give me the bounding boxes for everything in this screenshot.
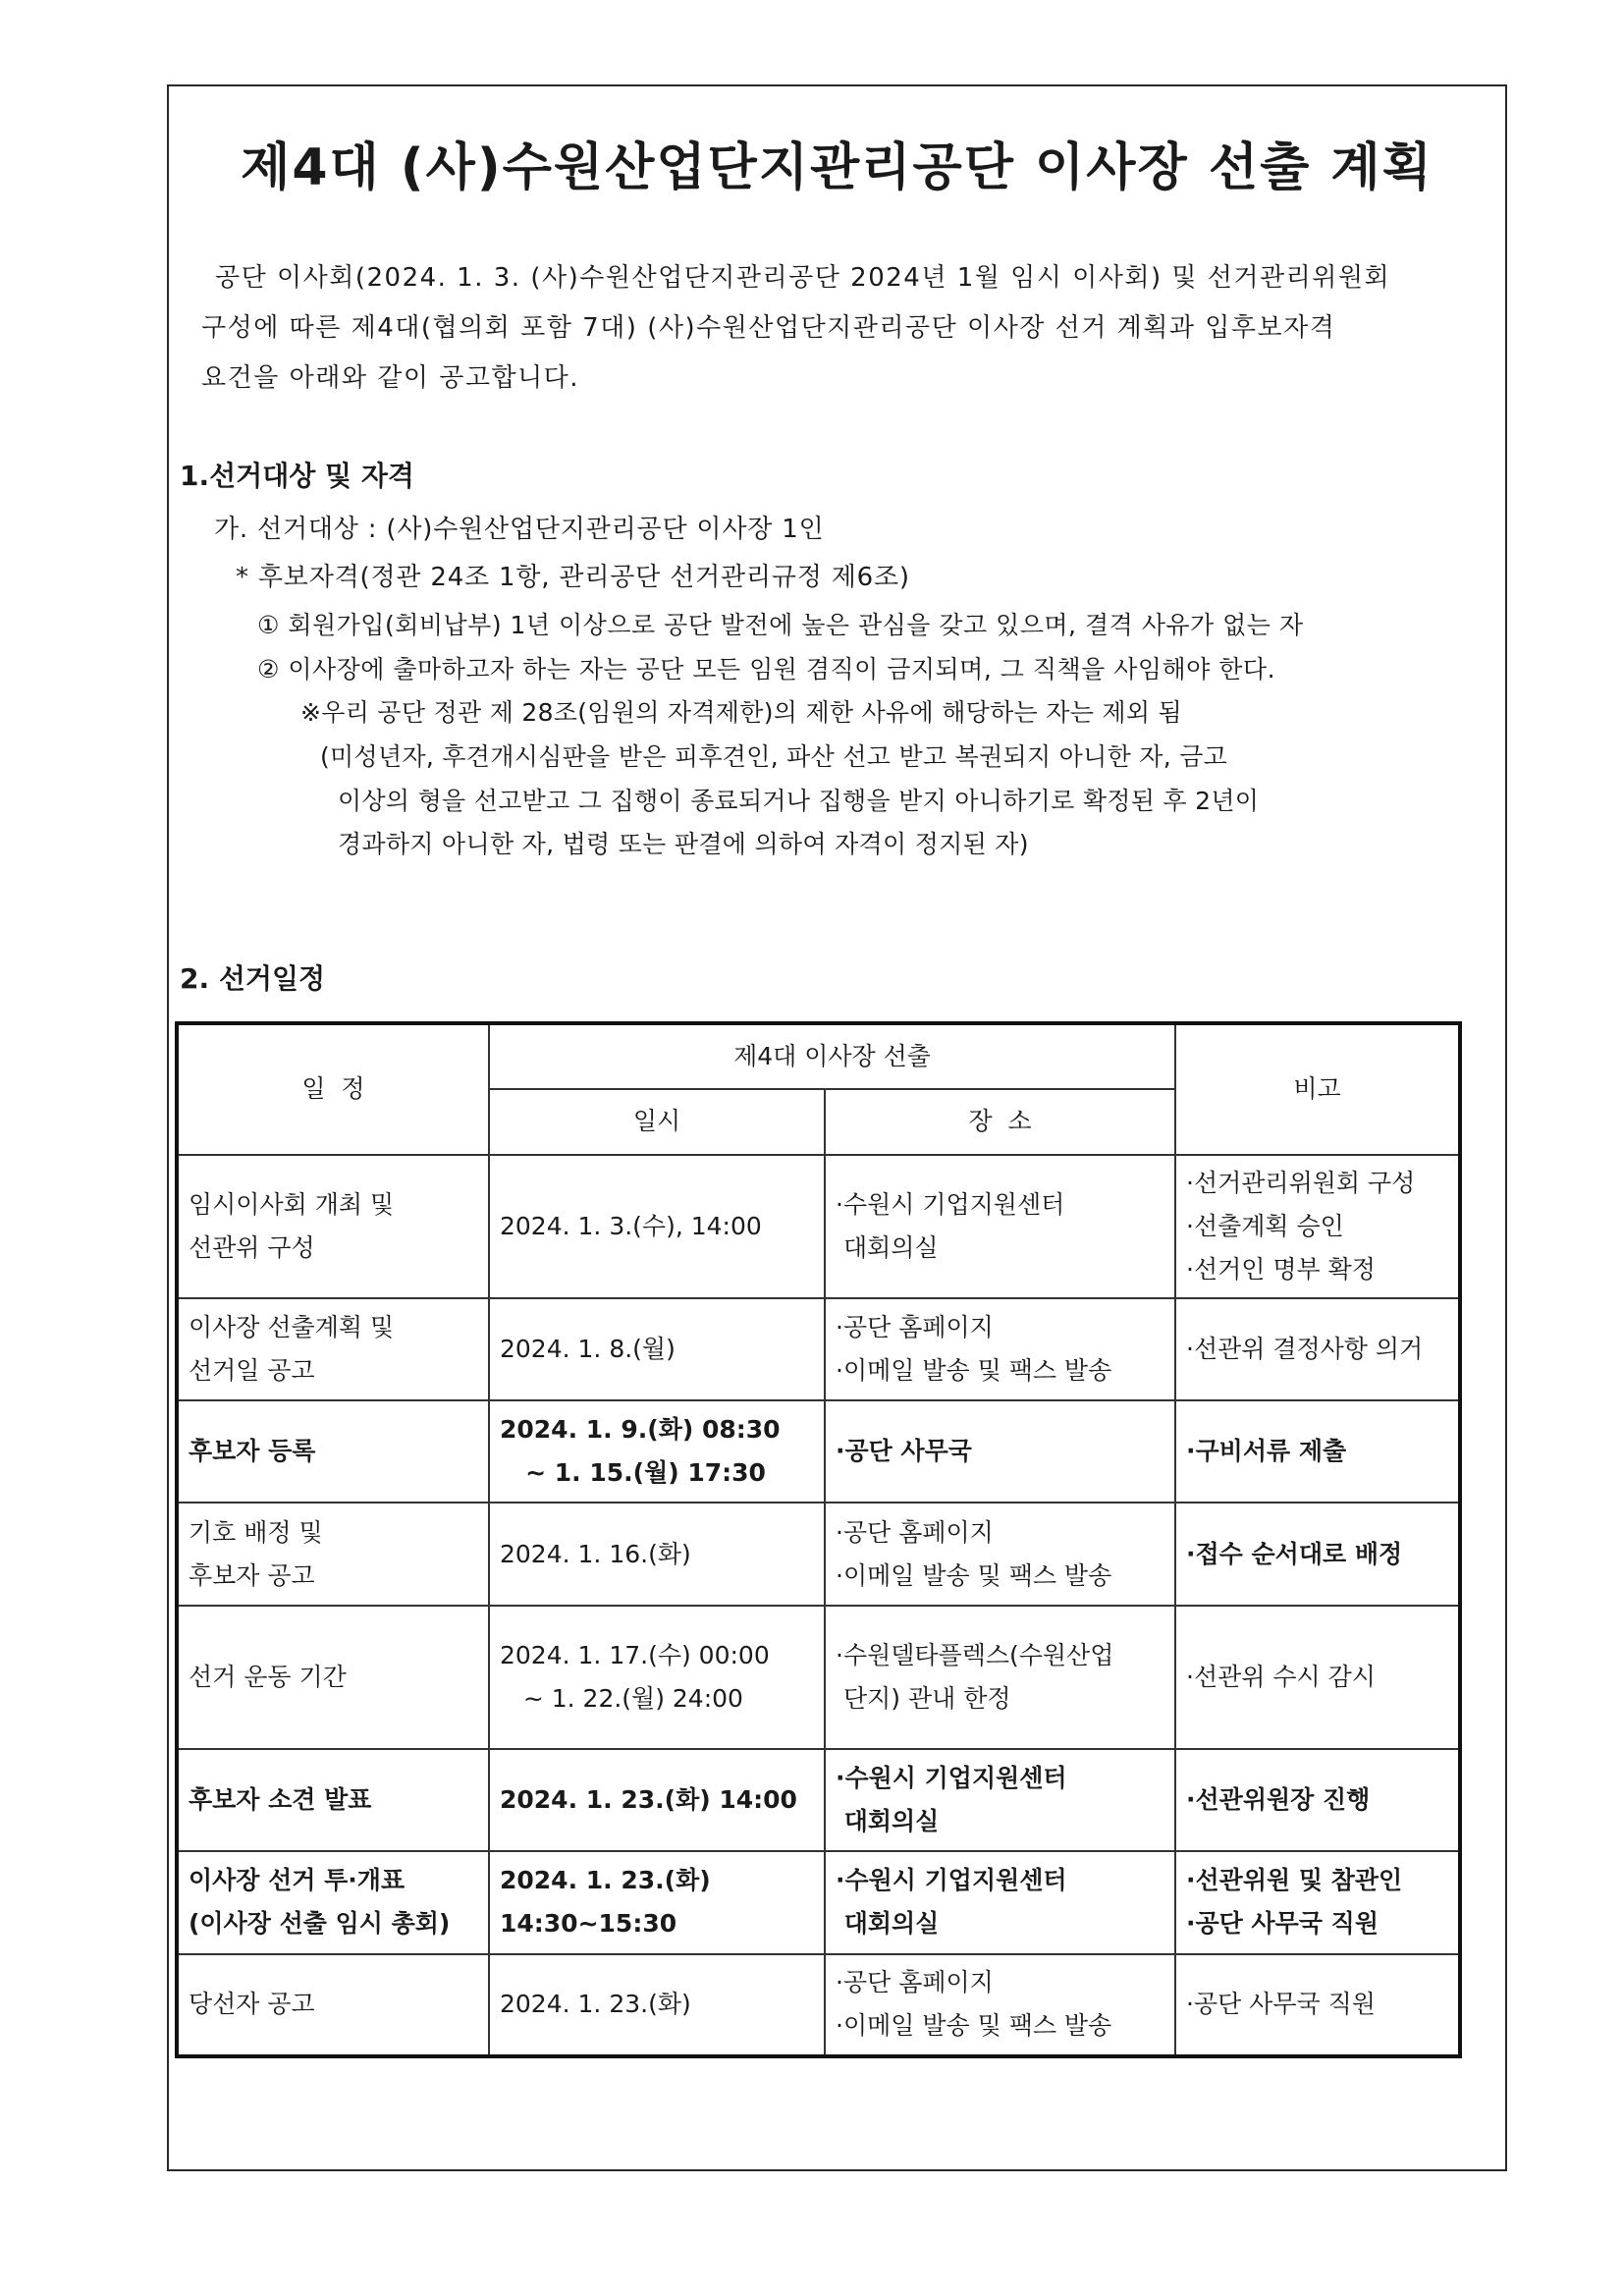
table-row <box>177 1155 1460 1298</box>
header-place: 장 소 <box>825 1089 1175 1155</box>
qualification-item-1: ① 회원가입(회비납부) 1년 이상으로 공단 발전에 높은 관심을 갖고 있으며, 결격 사유가 없는 자 <box>257 611 1304 639</box>
page-title: 제4대 (사)수원산업단지관리공단 이사장 선출 계획 <box>241 138 1434 197</box>
datetime-cell: 2024. 1. 8.(월) <box>489 1298 825 1400</box>
restriction-detail-1: (미성년자, 후견개시심판을 받은 피후견인, 파산 선고 받고 복권되지 아니한 자, 금고 <box>320 742 1228 771</box>
remark-cell: ·선관위 결정사항 의거 <box>1175 1298 1460 1400</box>
table-row <box>177 1749 1460 1851</box>
intro-line-3: 요건을 아래와 같이 공고합니다. <box>201 363 580 393</box>
datetime-cell: 2024. 1. 23.(화) <box>489 1954 825 2056</box>
place-cell: ·공단 사무국 <box>825 1400 1175 1503</box>
qualification-heading: * 후보자격(정관 24조 1항, 관리공단 선거관리규정 제6조) <box>236 563 910 592</box>
table-row <box>177 1400 1460 1503</box>
datetime-cell: 2024. 1. 3.(수), 14:00 <box>489 1155 825 1298</box>
remark-cell: ·선관위원 및 참관인 ·공단 사무국 직원 <box>1175 1851 1460 1953</box>
table-row <box>177 1851 1460 1953</box>
schedule-cell: 후보자 등록 <box>177 1400 489 1503</box>
place-cell: ·수원델타플렉스(수원산업 단지) 관내 한정 <box>825 1606 1175 1749</box>
schedule-cell: 후보자 소견 발표 <box>177 1749 489 1851</box>
datetime-cell: 2024. 1. 23.(화) 14:00 <box>489 1749 825 1851</box>
place-cell: ·수원시 기업지원센터 대회의실 <box>825 1155 1175 1298</box>
restriction-detail-2: 이상의 형을 선고받고 그 집행이 종료되거나 집행을 받지 아니하기로 확정된 후 2년이 <box>338 787 1260 815</box>
schedule-cell: 당선자 공고 <box>177 1954 489 2056</box>
intro-line-2: 구성에 따른 제4대(협의회 포함 7대) (사)수원산업단지관리공단 이사장 선거 계획과 입후보자격 <box>201 313 1336 343</box>
table-row <box>177 1606 1460 1749</box>
place-cell: ·수원시 기업지원센터 대회의실 <box>825 1749 1175 1851</box>
table-row <box>177 1954 1460 2056</box>
place-cell: ·공단 홈페이지 ·이메일 발송 및 팩스 발송 <box>825 1503 1175 1605</box>
remark-cell: ·선거관리위원회 구성 ·선출계획 승인 ·선거인 명부 확정 <box>1175 1155 1460 1298</box>
datetime-cell: 2024. 1. 9.(화) 08:30 ~ 1. 15.(월) 17:30 <box>489 1400 825 1503</box>
table-row <box>177 1298 1460 1400</box>
schedule-cell: 기호 배정 및 후보자 공고 <box>177 1503 489 1605</box>
schedule-cell: 이사장 선출계획 및 선거일 공고 <box>177 1298 489 1400</box>
remark-cell: ·공단 사무국 직원 <box>1175 1954 1460 2056</box>
remark-cell: ·선관위원장 진행 <box>1175 1749 1460 1851</box>
schedule-table <box>175 1021 1462 2058</box>
intro-line-1: 공단 이사회(2024. 1. 3. (사)수원산업단지관리공단 2024년 1월 임시 이사회) 및 선거관리위원회 <box>215 263 1391 293</box>
datetime-cell: 2024. 1. 23.(화) 14:30~15:30 <box>489 1851 825 1953</box>
schedule-cell: 선거 운동 기간 <box>177 1606 489 1749</box>
schedule-cell: 임시이사회 개최 및 선관위 구성 <box>177 1155 489 1298</box>
header-remark: 비고 <box>1175 1023 1460 1155</box>
header-election-group: 제4대 이사장 선출 <box>489 1023 1175 1089</box>
section-2-heading: 2. 선거일정 <box>180 962 326 995</box>
election-target: 가. 선거대상 : (사)수원산업단지관리공단 이사장 1인 <box>214 515 825 544</box>
place-cell: ·공단 홈페이지 ·이메일 발송 및 팩스 발송 <box>825 1298 1175 1400</box>
schedule-cell: 이사장 선거 투·개표 (이사장 선출 임시 총회) <box>177 1851 489 1953</box>
section-1-heading: 1.선거대상 및 자격 <box>180 460 414 492</box>
remark-cell: ·접수 순서대로 배정 <box>1175 1503 1460 1605</box>
header-schedule: 일 정 <box>177 1023 489 1155</box>
restriction-note: ※우리 공단 정관 제 28조(임원의 자격제한)의 제한 사유에 해당하는 자는 제외 됨 <box>300 698 1182 727</box>
remark-cell: ·선관위 수시 감시 <box>1175 1606 1460 1749</box>
qualification-item-2: ② 이사장에 출마하고자 하는 자는 공단 모든 임원 겸직이 금지되며, 그 직책을 사임해야 한다. <box>257 655 1276 683</box>
intro-paragraph <box>201 253 1488 404</box>
header-datetime: 일시 <box>489 1089 825 1155</box>
table-row <box>177 1503 1460 1605</box>
place-cell: ·공단 홈페이지 ·이메일 발송 및 팩스 발송 <box>825 1954 1175 2056</box>
remark-cell: ·구비서류 제출 <box>1175 1400 1460 1503</box>
restriction-detail-3: 경과하지 아니한 자, 법령 또는 판결에 의하여 자격이 정지된 자) <box>338 830 1029 858</box>
datetime-cell: 2024. 1. 17.(수) 00:00 ~ 1. 22.(월) 24:00 <box>489 1606 825 1749</box>
datetime-cell: 2024. 1. 16.(화) <box>489 1503 825 1605</box>
place-cell: ·수원시 기업지원센터 대회의실 <box>825 1851 1175 1953</box>
